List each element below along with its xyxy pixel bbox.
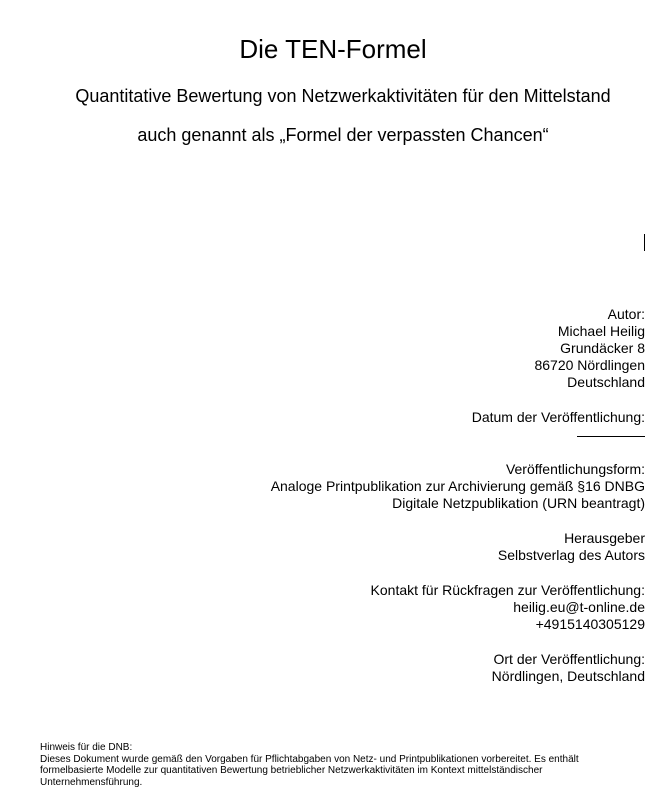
contact-email[interactable]: heilig.eu@t-online.de	[513, 599, 645, 615]
author-block	[145, 306, 645, 391]
contact-label: Kontakt für Rückfragen zur Veröffentlichung:	[370, 582, 645, 598]
document-subtitle: Quantitative Bewertung von Netzwerkaktivitäten für den Mittelstand	[75, 86, 611, 106]
publication-date-block	[145, 409, 645, 443]
place-block	[145, 651, 645, 685]
text-cursor	[644, 234, 645, 251]
publication-metadata	[145, 306, 645, 703]
notice-line: formelbasierte Modelle zur quantitativen Bewertung betrieblicher Netzwerkaktivitäten im Kontext mittelständischer	[40, 765, 543, 776]
notice-line: Unternehmensführung.	[40, 776, 143, 788]
notice-line: Dieses Dokument wurde gemäß den Vorgaben für Pflichtabgaben von Netz- und Printpublikationen vorbereitet. Es enthält	[40, 753, 579, 765]
date-blank-line	[577, 436, 645, 437]
author-street: Grundäcker 8	[560, 340, 645, 356]
place-label: Ort der Veröffentlichung:	[493, 651, 645, 667]
document-title: Die TEN-Formel	[239, 34, 427, 64]
publisher-value: Selbstverlag des Autors	[497, 547, 645, 563]
author-city: 86720 Nördlingen	[534, 357, 645, 373]
dnb-notice	[40, 742, 640, 788]
author-name: Michael Heilig	[557, 323, 645, 339]
publication-date-blank	[145, 426, 645, 443]
publication-form-digital: Digitale Netzpublikation (URN beantragt)	[392, 495, 645, 511]
publication-form-print: Analoge Printpublikation zur Archivierung gemäß §16 DNBG	[270, 478, 645, 494]
notice-heading: Hinweis für die DNB:	[40, 742, 133, 753]
document-alt-title: auch genannt als „Formel der verpassten Chancen“	[137, 125, 549, 145]
publisher-label: Herausgeber	[564, 530, 645, 546]
author-label: Autor:	[607, 306, 645, 322]
publication-form-block	[145, 461, 645, 512]
contact-block	[145, 582, 645, 633]
publication-form-label: Veröffentlichungsform:	[505, 461, 645, 477]
place-value: Nördlingen, Deutschland	[491, 668, 645, 684]
publication-date-label: Datum der Veröffentlichung:	[471, 409, 645, 425]
author-country: Deutschland	[567, 374, 645, 390]
publisher-block	[145, 530, 645, 564]
contact-phone: +4915140305129	[535, 616, 645, 632]
